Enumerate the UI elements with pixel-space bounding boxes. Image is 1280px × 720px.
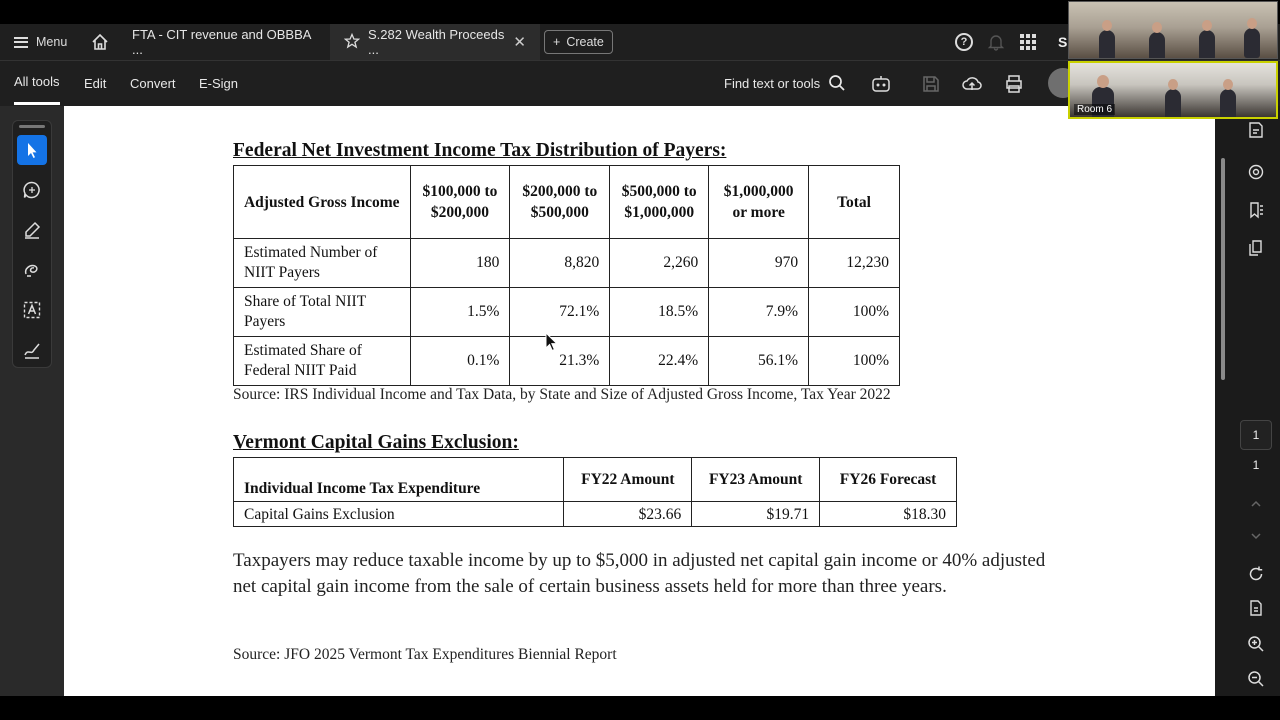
panel-grip[interactable] <box>19 125 45 128</box>
cgx-table <box>233 457 957 527</box>
powered-by-zoom-watermark: Powered by Zoom <box>1084 660 1214 677</box>
participant-head <box>1168 79 1178 90</box>
toolbar-all-tools[interactable]: All tools <box>14 61 60 105</box>
chevron-down-icon[interactable] <box>1246 526 1266 546</box>
niit-source: Source: IRS Individual Income and Tax Data, by State and Size of Adjusted Gross Income, Tax Year 2022 <box>233 386 891 403</box>
capital-gains-paragraph: Taxpayers may reduce taxable income by up to $5,000 in adjusted net capital gain income or 40% adjusted net capital gain income from the sale of certain business assets held for more than three years. <box>233 550 1046 597</box>
table-cell: 7.9% <box>709 288 809 337</box>
table-cell: 100% <box>809 288 900 337</box>
select-tool-icon[interactable] <box>17 135 47 165</box>
column-header: $500,000 to $1,000,000 <box>610 166 709 239</box>
column-header: $100,000 to $200,000 <box>410 166 510 239</box>
video-thumbnail-hearing-room[interactable] <box>1068 1 1278 59</box>
participant-figure <box>1099 30 1115 59</box>
rotate-refresh-icon[interactable] <box>1246 564 1266 584</box>
participant-figure <box>1220 89 1236 119</box>
column-header: FY23 Amount <box>692 458 820 502</box>
tab-label: FTA - CIT revenue and OBBBA ... <box>132 27 311 57</box>
menu-button[interactable] <box>14 32 67 52</box>
column-header: Adjusted Gross Income <box>234 166 411 239</box>
participant-head <box>1223 79 1233 90</box>
table-cell: 72.1% <box>510 288 610 337</box>
tab-fta-cit-revenue[interactable] <box>118 24 330 60</box>
niit-table <box>233 165 900 386</box>
organize-pages-icon[interactable] <box>1246 238 1266 258</box>
page-info-icon[interactable] <box>1246 598 1266 618</box>
participant-figure <box>1165 89 1181 119</box>
pdf-page <box>64 106 1215 696</box>
table-row <box>234 337 900 386</box>
row-label: Capital Gains Exclusion <box>234 502 564 527</box>
column-header: Individual Income Tax Expenditure <box>234 458 564 502</box>
mouse-cursor-icon <box>545 332 559 352</box>
table-cell: 12,230 <box>809 239 900 288</box>
add-comment-icon[interactable] <box>17 175 47 205</box>
column-header: $200,000 to $500,000 <box>510 166 610 239</box>
table-cell: 180 <box>410 239 510 288</box>
table-cell: 100% <box>809 337 900 386</box>
toolbar-esign[interactable]: E-Sign <box>199 75 239 91</box>
current-page-input[interactable]: 1 <box>1240 420 1272 450</box>
star-icon[interactable] <box>344 33 360 52</box>
tab-s282-wealth-proceeds[interactable] <box>330 24 540 60</box>
room-label: Room 6 <box>1074 104 1115 115</box>
table-cell: 2,260 <box>610 239 709 288</box>
table-cell: 8,820 <box>510 239 610 288</box>
vertical-scrollbar[interactable] <box>1221 158 1225 380</box>
table-row <box>234 288 900 337</box>
participant-figure <box>1149 32 1165 59</box>
row-label: Share of Total NIIT Payers <box>234 288 411 337</box>
edit-pdf-icon[interactable] <box>1246 120 1266 140</box>
table-cell: 18.5% <box>610 288 709 337</box>
table-cell: 22.4% <box>610 337 709 386</box>
table-cell: $19.71 <box>692 502 820 527</box>
column-header: Total <box>809 166 900 239</box>
column-header: FY26 Forecast <box>820 458 957 502</box>
find-text-or-tools[interactable] <box>724 74 846 92</box>
highlight-pen-icon[interactable] <box>17 215 47 245</box>
apps-grid-icon[interactable] <box>1020 34 1036 50</box>
participant-figure <box>1244 28 1260 58</box>
bookmarks-icon[interactable] <box>1246 200 1266 220</box>
notification-bell-icon[interactable] <box>987 33 1005 51</box>
video-thumbnail-room-6[interactable] <box>1068 61 1278 119</box>
total-pages: 1 <box>1252 458 1260 472</box>
table-row <box>234 239 900 288</box>
participant-head <box>1202 20 1212 31</box>
cgx-heading: Vermont Capital Gains Exclusion: <box>233 432 519 453</box>
hamburger-icon <box>14 37 28 48</box>
toolbar-convert[interactable]: Convert <box>130 75 176 91</box>
table-cell: 0.1% <box>410 337 510 386</box>
menu-label: Menu <box>36 35 68 49</box>
search-icon <box>828 74 846 92</box>
create-label: Create <box>566 35 604 49</box>
table-cell: $18.30 <box>820 502 957 527</box>
jfo-source: Source: JFO 2025 Vermont Tax Expenditures Biennial Report <box>233 646 617 663</box>
fill-sign-icon[interactable] <box>17 335 47 365</box>
row-label: Estimated Share of Federal NIIT Paid <box>234 337 411 386</box>
zoom-in-icon[interactable] <box>1246 634 1266 654</box>
save-icon[interactable] <box>920 73 942 95</box>
home-icon[interactable] <box>90 32 110 52</box>
tab-label: S.282 Wealth Proceeds ... <box>368 27 505 57</box>
toolbar-edit[interactable]: Edit <box>84 75 107 91</box>
bottom-black-bar <box>0 696 1280 720</box>
table-cell: $23.66 <box>564 502 692 527</box>
table-cell: 970 <box>709 239 809 288</box>
profile-initial[interactable]: S <box>1058 34 1068 50</box>
help-icon[interactable]: ? <box>955 33 973 51</box>
close-tab-icon[interactable]: ✕ <box>513 34 526 51</box>
table-cell: 1.5% <box>410 288 510 337</box>
row-label: Estimated Number of NIIT Payers <box>234 239 411 288</box>
participant-head <box>1102 20 1112 31</box>
find-label: Find text or tools <box>724 75 821 91</box>
zoom-out-icon[interactable] <box>1246 669 1266 689</box>
participant-head <box>1152 22 1162 33</box>
quick-tools-panel <box>12 120 52 368</box>
upload-cloud-icon[interactable] <box>961 73 983 95</box>
column-header: $1,000,000 or more <box>709 166 809 239</box>
column-header: FY22 Amount <box>564 458 692 502</box>
text-recognition-icon[interactable] <box>17 295 47 325</box>
comments-icon[interactable] <box>1246 162 1266 182</box>
table-header-row <box>234 458 957 502</box>
plus-icon: + <box>553 35 561 49</box>
draw-freehand-icon[interactable] <box>17 255 47 285</box>
table-cell: 56.1% <box>709 337 809 386</box>
create-button[interactable] <box>544 30 613 54</box>
participant-head <box>1097 75 1109 88</box>
chevron-up-icon[interactable] <box>1246 494 1266 514</box>
print-icon[interactable] <box>1003 73 1025 95</box>
participant-figure <box>1199 30 1215 59</box>
niit-heading: Federal Net Investment Income Tax Distribution of Payers: <box>233 140 727 161</box>
ai-assistant-icon[interactable] <box>870 73 892 95</box>
table-cell: 21.3% <box>510 337 610 386</box>
table-header-row <box>234 166 900 239</box>
participant-head <box>1247 18 1257 29</box>
table-row <box>234 502 957 527</box>
